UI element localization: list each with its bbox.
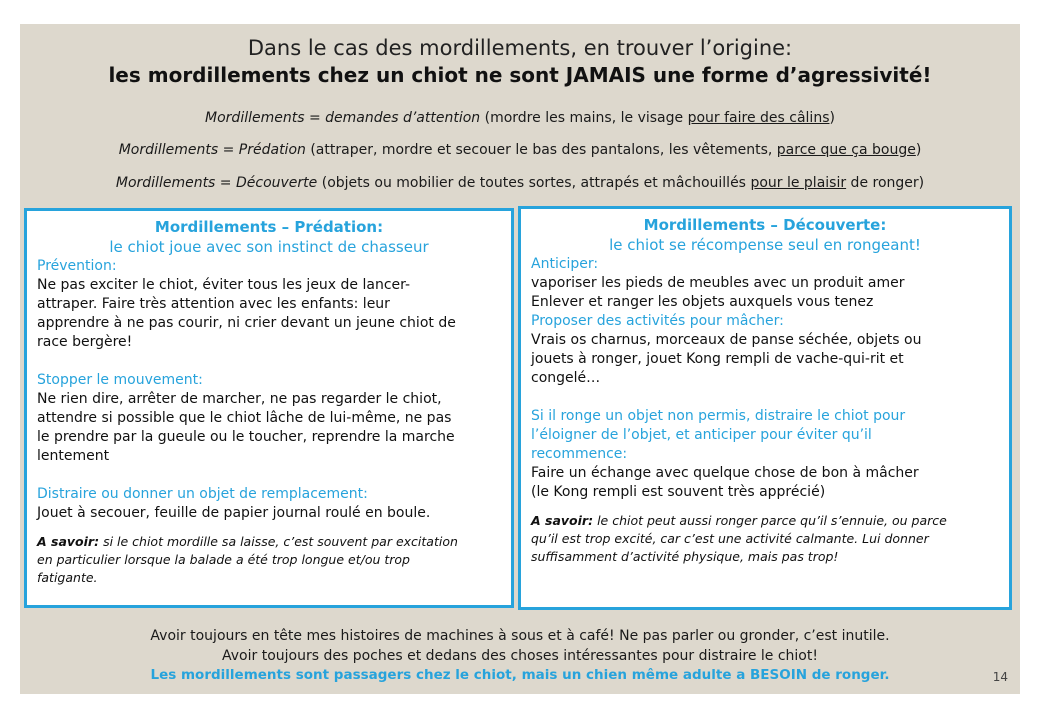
note-line: suffisamment d’activité physique, mais pas trop! (531, 549, 839, 564)
box-subtitle: le chiot se récompense seul en rongeant! (609, 236, 921, 254)
section-line: Jouet à secouer, feuille de papier journal roulé en boule. (37, 505, 431, 521)
note-label: A savoir: (531, 513, 594, 528)
section-heading-distraire: recommence: (531, 446, 628, 462)
title-line-2: les mordillements chez un chiot ne sont JAMAIS une forme d’agressivité! (108, 63, 932, 87)
section-heading-distraire: Distraire ou donner un objet de remplacement: (37, 486, 368, 502)
section-line: Vrais os charnus, morceaux de panse séchée, objets ou (531, 332, 922, 348)
definition-end: ) (829, 110, 835, 126)
section-line: le prendre par la gueule ou le toucher, reprendre la marche (37, 429, 455, 445)
footer-line-3: Les mordillements sont passagers chez le chiot, mais un chien même adulte a BESOIN de ronger. (150, 667, 890, 683)
section-line: congelé… (531, 370, 601, 386)
section-heading-stopper: Stopper le mouvement: (37, 372, 203, 388)
definition-text: (mordre les mains, le visage (480, 110, 688, 126)
section-line: attendre si possible que le chiot lâche de lui-même, ne pas (37, 410, 452, 426)
section-heading-distraire: Si il ronge un objet non permis, distraire le chiot pour (531, 408, 906, 424)
decouverte-box (518, 206, 1012, 610)
definition-term: Mordillements = Découverte (115, 175, 318, 191)
definition-underlined: parce que ça bouge (776, 142, 916, 158)
section-line: lentement (37, 448, 110, 464)
note-line: en particulier lorsque la balade a été trop longue et/ou trop (37, 552, 410, 567)
note-line: qu’il est trop excité, car c’est une activité calmante. Lui donner (531, 531, 929, 546)
section-line: Faire un échange avec quelque chose de bon à mâcher (531, 465, 919, 481)
footer-line-1: Avoir toujours en tête mes histoires de machines à sous et à café! Ne pas parler ou gronder, c’est inutile. (150, 628, 890, 644)
definition-term: Mordillements = demandes d’attention (205, 110, 481, 126)
definition-text: (objets ou mobilier de toutes sortes, attrapés et mâchouillés (317, 175, 751, 191)
note-line: si le chiot mordille sa laisse, c’est souvent par excitation (99, 534, 458, 549)
definition-underlined: pour le plaisir (750, 175, 847, 191)
footer-line-2: Avoir toujours des poches et dedans des choses intéressantes pour distraire le chiot! (222, 648, 818, 664)
section-line: race bergère! (37, 334, 133, 350)
definition-end: ) (915, 142, 922, 158)
note-line: fatigante. (37, 570, 98, 585)
section-line: attraper. Faire très attention avec les enfants: leur (37, 296, 390, 312)
section-heading-proposer: Proposer des activités pour mâcher: (531, 313, 784, 329)
note-a-savoir (531, 512, 999, 566)
box-title: Mordillements – Découverte: (643, 216, 887, 234)
definition-term: Mordillements = Prédation (118, 142, 306, 158)
section-line: apprendre à ne pas courir, ni crier devant un jeune chiot de (37, 315, 456, 331)
definition-decouverte (20, 175, 1020, 191)
note-label: A savoir: (37, 534, 100, 549)
definition-end: de ronger) (846, 175, 925, 191)
section-line: jouets à ronger, jouet Kong rempli de vache-qui-rit et (531, 351, 904, 367)
section-heading-anticiper: Anticiper: (531, 256, 599, 272)
box-subtitle: le chiot joue avec son instinct de chasseur (109, 238, 429, 256)
box-title: Mordillements – Prédation: (154, 218, 384, 236)
section-line: Ne rien dire, arrêter de marcher, ne pas regarder le chiot, (37, 391, 442, 407)
section-line: (le Kong rempli est souvent très apprécié) (531, 484, 826, 500)
page-number: 14 (992, 670, 1008, 684)
section-heading-distraire: l’éloigner de l’objet, et anticiper pour éviter qu’il (531, 427, 872, 443)
note-a-savoir (37, 533, 501, 587)
definition-text: (attraper, mordre et secouer le bas des pantalons, les vêtements, (305, 142, 777, 158)
title-line-1: Dans le cas des mordillements, en trouver l’origine: (247, 36, 793, 60)
section-line: Ne pas exciter le chiot, éviter tous les jeux de lancer- (37, 277, 411, 293)
definition-underlined: pour faire des câlins (687, 110, 830, 126)
note-line: le chiot peut aussi ronger parce qu’il s’ennuie, ou parce (593, 513, 947, 528)
page-panel (20, 24, 1020, 694)
definition-predation (20, 142, 1020, 158)
section-line: vaporiser les pieds de meubles avec un produit amer (531, 275, 905, 291)
section-heading-prevention: Prévention: (37, 258, 117, 274)
definition-attention (20, 110, 1020, 126)
predation-box (24, 208, 514, 608)
section-line: Enlever et ranger les objets auxquels vous tenez (531, 294, 874, 310)
